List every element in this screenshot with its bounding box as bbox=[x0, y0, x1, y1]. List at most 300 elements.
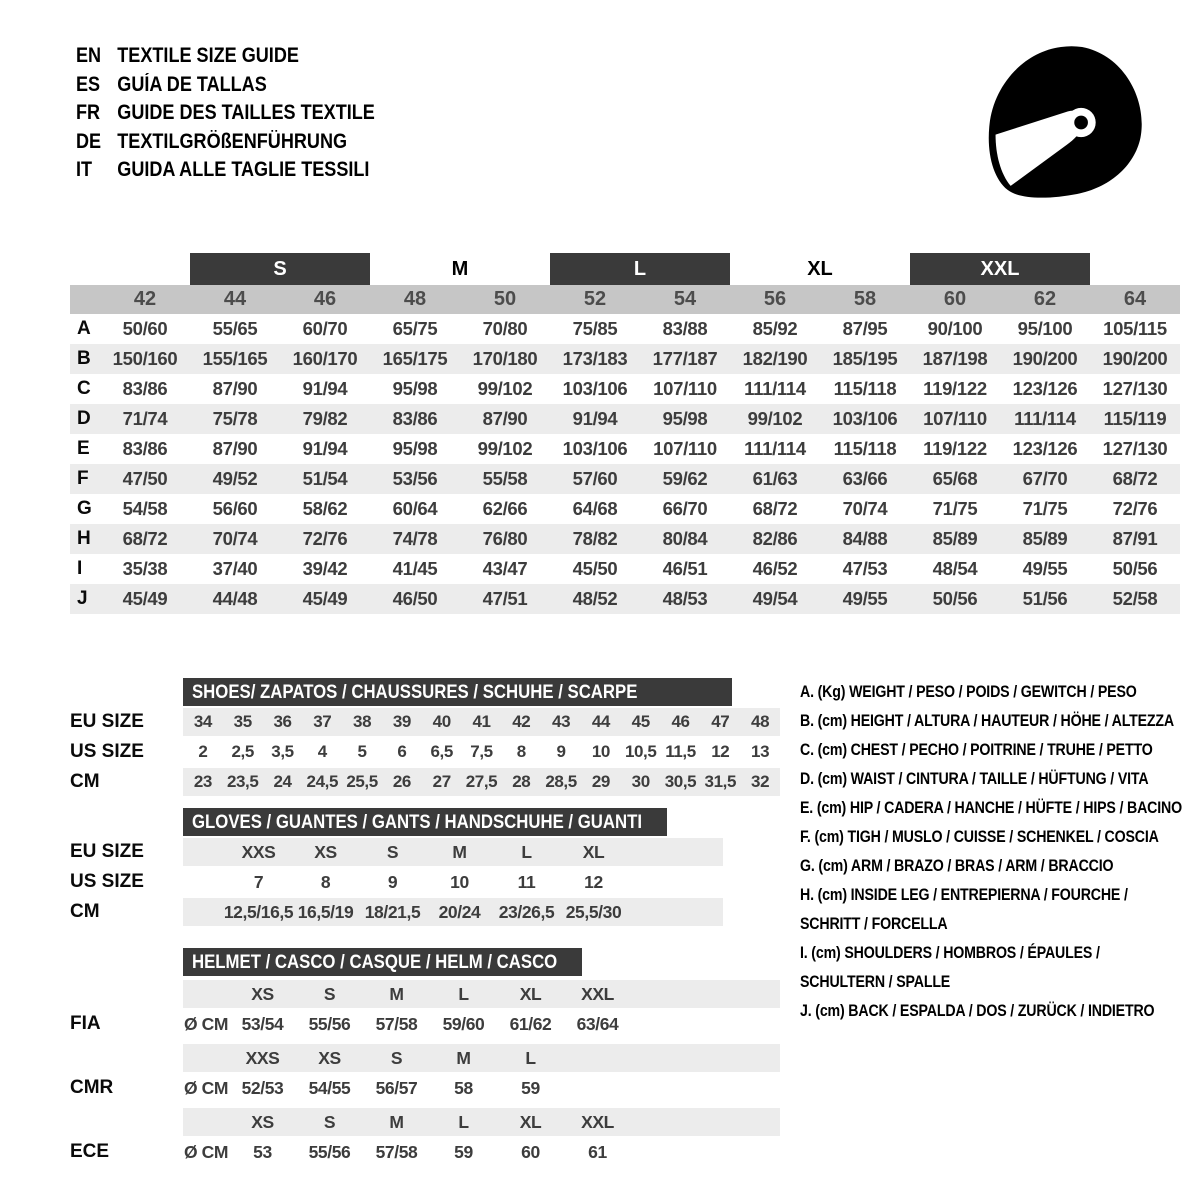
size-value: 62/66 bbox=[482, 498, 528, 519]
language-title: GUIDE DES TAILLES TEXTILE bbox=[117, 101, 375, 124]
row-label-us-size: US SIZE bbox=[70, 741, 144, 762]
legend-line: SCHULTERN / SPALLE bbox=[800, 973, 951, 991]
standard-label-cmr: CMR bbox=[70, 1077, 114, 1098]
size-value: 160/170 bbox=[292, 348, 358, 369]
size-value: 60/70 bbox=[302, 318, 348, 339]
spacer-cell bbox=[183, 1108, 229, 1136]
helmet-size: XXS bbox=[245, 1047, 280, 1068]
row-letter: G bbox=[77, 498, 92, 519]
size-value: 47/51 bbox=[482, 588, 528, 609]
spacer-cell bbox=[183, 898, 225, 926]
size-value: 83/88 bbox=[662, 318, 708, 339]
legend-item bbox=[800, 678, 1170, 707]
helmet-value: 61/62 bbox=[509, 1013, 552, 1034]
filler-cell bbox=[631, 1010, 780, 1038]
size-value: 36 bbox=[273, 712, 292, 731]
row-letter: C bbox=[77, 378, 91, 399]
language-title: GUIDA ALLE TAGLIE TESSILI bbox=[117, 158, 370, 181]
helmet-icon bbox=[980, 44, 1152, 200]
size-value: 87/95 bbox=[842, 318, 888, 339]
size-value: 68/72 bbox=[1112, 468, 1158, 489]
row-letter: H bbox=[77, 528, 91, 549]
legend-line: B. (cm) HEIGHT / ALTURA / HAUTEUR / HÖHE / ALTEZZA bbox=[800, 712, 1174, 730]
textile-row-b bbox=[70, 344, 1180, 374]
helmet-size: S bbox=[390, 1047, 403, 1068]
helmet-section-title: HELMET / CASCO / CASQUE / HELM / CASCO bbox=[192, 950, 558, 973]
size-value: 105/115 bbox=[1103, 318, 1167, 339]
size-value: 55/65 bbox=[212, 318, 258, 339]
row-label-cm: CM bbox=[70, 901, 100, 922]
size-value: 28 bbox=[512, 772, 531, 791]
legend-item bbox=[800, 736, 1170, 765]
legend-line: C. (cm) CHEST / PECHO / POITRINE / TRUHE / PETTO bbox=[800, 741, 1153, 759]
size-value: 13 bbox=[751, 742, 770, 761]
size-value: 44/48 bbox=[212, 588, 258, 609]
size-value: 103/106 bbox=[562, 378, 628, 399]
size-value: 11 bbox=[517, 871, 536, 892]
size-value: 190/200 bbox=[1012, 348, 1078, 369]
size-value: 67/70 bbox=[1022, 468, 1068, 489]
row-letter: B bbox=[77, 348, 91, 369]
size-value: 39 bbox=[392, 712, 411, 731]
filler-cell bbox=[631, 1138, 780, 1166]
row-letter: E bbox=[77, 438, 90, 459]
size-value: 53/56 bbox=[392, 468, 438, 489]
language-title-list bbox=[76, 42, 423, 185]
size-value: 5 bbox=[357, 742, 367, 761]
size-value: 115/118 bbox=[833, 438, 897, 459]
helmet-size: S bbox=[323, 1111, 336, 1132]
size-value: 71/75 bbox=[1022, 498, 1068, 519]
numeric-size: 42 bbox=[133, 288, 157, 310]
size-value: 48 bbox=[751, 712, 770, 731]
row-letter: F bbox=[77, 468, 89, 489]
size-value: 43/47 bbox=[482, 558, 528, 579]
size-row bbox=[183, 768, 780, 796]
size-value: 46/52 bbox=[752, 558, 798, 579]
size-value: 60/64 bbox=[392, 498, 438, 519]
size-value: 41 bbox=[472, 712, 491, 731]
size-value: 34 bbox=[193, 712, 212, 731]
size-value: 72/76 bbox=[1112, 498, 1158, 519]
legend-line: H. (cm) INSIDE LEG / ENTREPIERNA / FOURCHE / bbox=[800, 886, 1128, 904]
numeric-size: 46 bbox=[313, 288, 337, 310]
size-value: 83/86 bbox=[122, 438, 168, 459]
filler-cell bbox=[627, 868, 723, 896]
size-value: 82/86 bbox=[752, 528, 798, 549]
helmet-size-header-row-ece bbox=[183, 1108, 780, 1136]
size-value: 11,5 bbox=[665, 742, 696, 761]
language-title: TEXTILE SIZE GUIDE bbox=[117, 44, 299, 67]
size-value: 66/70 bbox=[662, 498, 708, 519]
helmet-size: XS bbox=[318, 1047, 341, 1068]
language-code: IT bbox=[76, 158, 93, 181]
standard-label-fia: FIA bbox=[70, 1013, 101, 1034]
legend-item bbox=[800, 765, 1170, 794]
size-value: 95/98 bbox=[662, 408, 708, 429]
numeric-size: 60 bbox=[943, 288, 967, 310]
size-value: 170/180 bbox=[472, 348, 538, 369]
legend-item bbox=[800, 997, 1170, 1026]
size-band-xl: XL bbox=[807, 257, 833, 280]
size-value: 49/54 bbox=[752, 588, 798, 609]
size-value: 3,5 bbox=[271, 742, 294, 761]
helmet-size: M bbox=[456, 1047, 471, 1068]
size-value: 95/100 bbox=[1017, 318, 1073, 339]
size-value: 49/55 bbox=[1022, 558, 1068, 579]
size-value: 71/75 bbox=[932, 498, 978, 519]
size-value: 123/126 bbox=[1012, 378, 1078, 399]
helmet-value: 53/54 bbox=[241, 1013, 284, 1034]
language-row bbox=[76, 71, 375, 100]
size-value: 99/102 bbox=[477, 378, 533, 399]
helmet-value: 57/58 bbox=[375, 1013, 418, 1034]
helmet-value: 56/57 bbox=[375, 1077, 418, 1098]
row-label-us-size: US SIZE bbox=[70, 871, 144, 892]
size-value: 7,5 bbox=[470, 742, 493, 761]
size-band-row bbox=[70, 253, 1180, 285]
size-value: 10,5 bbox=[624, 742, 657, 761]
size-value: 83/86 bbox=[392, 408, 438, 429]
size-band-l: L bbox=[550, 253, 730, 285]
numeric-size: 62 bbox=[1033, 288, 1057, 310]
size-row bbox=[183, 838, 723, 866]
size-value: 70/80 bbox=[482, 318, 528, 339]
size-value: 85/92 bbox=[752, 318, 798, 339]
legend-line: F. (cm) TIGH / MUSLO / CUISSE / SCHENKEL / COSCIA bbox=[800, 828, 1159, 846]
spacer-cell bbox=[183, 868, 225, 896]
size-value: 29 bbox=[591, 772, 610, 791]
size-value: 4 bbox=[317, 742, 327, 761]
size-value: 12,5/16,5 bbox=[223, 901, 294, 922]
size-value: 87/90 bbox=[482, 408, 528, 429]
spacer-cell bbox=[183, 1044, 229, 1072]
row-letter: I bbox=[77, 558, 83, 579]
spacer-cell bbox=[183, 980, 229, 1008]
numeric-size: 52 bbox=[583, 288, 607, 310]
size-value: 46/51 bbox=[662, 558, 708, 579]
helmet-value: 55/56 bbox=[308, 1013, 351, 1034]
helmet-value: 54/55 bbox=[308, 1077, 351, 1098]
size-value: 51/54 bbox=[302, 468, 348, 489]
size-value: 119/122 bbox=[923, 438, 987, 459]
helmet-value: 52/53 bbox=[241, 1077, 284, 1098]
size-row bbox=[183, 738, 780, 766]
helmet-value: 53 bbox=[253, 1141, 272, 1162]
language-code: ES bbox=[76, 72, 101, 96]
helmet-size: XXL bbox=[581, 983, 614, 1004]
size-value: 95/98 bbox=[392, 378, 438, 399]
size-value: 48/54 bbox=[932, 558, 978, 579]
size-value: 27 bbox=[432, 772, 451, 791]
size-value: 150/160 bbox=[112, 348, 178, 369]
helmet-value: 59 bbox=[454, 1141, 473, 1162]
size-value: 6 bbox=[397, 742, 407, 761]
shoes-section-header bbox=[183, 678, 732, 706]
size-value: 2,5 bbox=[231, 742, 254, 761]
size-value: 127/130 bbox=[1102, 378, 1168, 399]
size-value: L bbox=[521, 841, 532, 862]
textile-row-f bbox=[70, 464, 1180, 494]
size-value: 75/78 bbox=[212, 408, 258, 429]
legend-item bbox=[800, 881, 1170, 939]
size-value: 49/52 bbox=[212, 468, 258, 489]
size-value: 27,5 bbox=[465, 772, 498, 791]
language-row bbox=[76, 42, 375, 71]
language-row bbox=[76, 156, 375, 185]
size-value: 45 bbox=[631, 712, 650, 731]
size-value: 24 bbox=[273, 772, 292, 791]
size-row bbox=[183, 708, 780, 736]
legend-item bbox=[800, 794, 1182, 823]
numeric-size: 48 bbox=[403, 288, 427, 310]
gloves-section-header bbox=[183, 808, 667, 836]
size-value: 80/84 bbox=[662, 528, 708, 549]
size-value: 70/74 bbox=[842, 498, 888, 519]
size-value: 91/94 bbox=[572, 408, 618, 429]
size-value: 87/90 bbox=[212, 438, 258, 459]
legend-line: E. (cm) HIP / CADERA / HANCHE / HÜFTE / HIPS / BACINO bbox=[800, 799, 1182, 817]
size-value: 45/50 bbox=[572, 558, 618, 579]
size-value: 187/198 bbox=[922, 348, 988, 369]
size-value: 47/50 bbox=[122, 468, 168, 489]
size-value: 95/98 bbox=[392, 438, 438, 459]
textile-size-table bbox=[70, 253, 1180, 614]
numeric-size: 56 bbox=[763, 288, 787, 310]
helmet-value: 57/58 bbox=[375, 1141, 418, 1162]
language-row bbox=[76, 128, 375, 157]
size-value: XS bbox=[314, 841, 337, 862]
legend-line: SCHRITT / FORCELLA bbox=[800, 915, 948, 933]
size-value: XXS bbox=[241, 841, 276, 862]
filler-cell bbox=[631, 980, 780, 1008]
size-value: 78/82 bbox=[572, 528, 618, 549]
size-value: 70/74 bbox=[212, 528, 258, 549]
size-value: 10 bbox=[591, 742, 610, 761]
size-value: 20/24 bbox=[438, 901, 481, 922]
row-label-eu-size: EU SIZE bbox=[70, 841, 144, 862]
size-value: 10 bbox=[450, 871, 469, 892]
size-band-m: M bbox=[451, 257, 469, 280]
size-value: 173/183 bbox=[562, 348, 628, 369]
size-value: 85/89 bbox=[932, 528, 978, 549]
textile-row-h bbox=[70, 524, 1180, 554]
size-value: M bbox=[452, 841, 467, 862]
size-value: 24,5 bbox=[306, 772, 339, 791]
helmet-section-header bbox=[183, 948, 582, 976]
numeric-size: 58 bbox=[853, 288, 877, 310]
size-value: 48/53 bbox=[662, 588, 708, 609]
size-value: 25,5/30 bbox=[565, 901, 622, 922]
size-value: 127/130 bbox=[1102, 438, 1168, 459]
size-value: 76/80 bbox=[482, 528, 528, 549]
size-value: 57/60 bbox=[572, 468, 618, 489]
helmet-value bbox=[564, 1074, 631, 1102]
legend-item bbox=[800, 707, 1174, 736]
size-value: 91/94 bbox=[302, 438, 348, 459]
size-value: 42 bbox=[512, 712, 531, 731]
size-value: 71/74 bbox=[122, 408, 168, 429]
size-value: 123/126 bbox=[1012, 438, 1078, 459]
numeric-size: 54 bbox=[673, 288, 697, 310]
size-value: 55/58 bbox=[482, 468, 528, 489]
helmet-value: 55/56 bbox=[308, 1141, 351, 1162]
filler-cell bbox=[627, 898, 723, 926]
textile-row-a bbox=[70, 314, 1180, 344]
language-title: TEXTILGRÖßENFÜHRUNG bbox=[117, 129, 348, 153]
row-letter: D bbox=[77, 408, 91, 429]
row-label-cm: CM bbox=[70, 771, 100, 792]
size-value: 87/91 bbox=[1112, 528, 1158, 549]
language-row bbox=[76, 99, 375, 128]
size-value: 91/94 bbox=[302, 378, 348, 399]
row-letter: J bbox=[77, 588, 88, 609]
size-row bbox=[183, 868, 723, 896]
numeric-size: 44 bbox=[223, 288, 247, 310]
size-value: 18/21,5 bbox=[364, 901, 421, 922]
size-value: 45/49 bbox=[302, 588, 348, 609]
size-value: 12 bbox=[711, 742, 730, 761]
size-value: 63/66 bbox=[842, 468, 888, 489]
size-value: 119/122 bbox=[923, 378, 987, 399]
filler-cell bbox=[631, 1108, 780, 1136]
helmet-value: 59 bbox=[521, 1077, 540, 1098]
size-value: 64/68 bbox=[572, 498, 618, 519]
helmet-value-row-fia bbox=[183, 1010, 780, 1038]
textile-row-g bbox=[70, 494, 1180, 524]
size-value: 185/195 bbox=[832, 348, 898, 369]
size-value: 103/106 bbox=[562, 438, 628, 459]
size-value: 85/89 bbox=[1022, 528, 1068, 549]
helmet-value: 63/64 bbox=[576, 1013, 619, 1034]
size-value: 46 bbox=[671, 712, 690, 731]
size-value: 23/26,5 bbox=[498, 901, 555, 922]
size-value: 7 bbox=[253, 871, 264, 892]
size-value: 155/165 bbox=[202, 348, 268, 369]
spacer-cell bbox=[183, 838, 225, 866]
helmet-size: XL bbox=[519, 983, 542, 1004]
helmet-value: 60 bbox=[521, 1141, 540, 1162]
size-value: 23 bbox=[193, 772, 212, 791]
size-value: 52/58 bbox=[1112, 588, 1158, 609]
textile-row-d bbox=[70, 404, 1180, 434]
size-value: 115/119 bbox=[1103, 408, 1167, 429]
size-value: 2 bbox=[198, 742, 208, 761]
size-value: 182/190 bbox=[742, 348, 808, 369]
language-code: DE bbox=[76, 129, 102, 153]
row-label-eu-size: EU SIZE bbox=[70, 711, 144, 732]
size-value: 177/187 bbox=[652, 348, 718, 369]
size-value: 47/53 bbox=[842, 558, 888, 579]
textile-rows bbox=[70, 314, 1180, 614]
size-value: 30,5 bbox=[664, 772, 697, 791]
size-value: 45/49 bbox=[122, 588, 168, 609]
size-value: 165/175 bbox=[382, 348, 448, 369]
size-value: 35 bbox=[233, 712, 252, 731]
legend-line: D. (cm) WAIST / CINTURA / TAILLE / HÜFTUNG / VITA bbox=[800, 770, 1149, 788]
numeric-size: 64 bbox=[1123, 288, 1147, 310]
size-value: 6,5 bbox=[430, 742, 453, 761]
size-value: 68/72 bbox=[752, 498, 798, 519]
helmet-size: L bbox=[458, 983, 469, 1004]
size-row bbox=[183, 898, 723, 926]
legend-item bbox=[800, 823, 1170, 852]
helmet-value: 61 bbox=[588, 1141, 607, 1162]
size-value: XL bbox=[582, 841, 605, 862]
size-value: 72/76 bbox=[302, 528, 348, 549]
size-value: 111/114 bbox=[744, 438, 806, 459]
size-value: 103/106 bbox=[832, 408, 898, 429]
size-value: 50/60 bbox=[122, 318, 168, 339]
size-value: 68/72 bbox=[122, 528, 168, 549]
legend-line: J. (cm) BACK / ESPALDA / DOS / ZURÜCK / INDIETRO bbox=[800, 1002, 1155, 1020]
size-value: 26 bbox=[392, 772, 411, 791]
size-value: 23,5 bbox=[226, 772, 259, 791]
size-value: 111/114 bbox=[744, 378, 806, 399]
helmet-size-header-row-fia bbox=[183, 980, 780, 1008]
helmet-size-header-row-cmr bbox=[183, 1044, 780, 1072]
size-value: 38 bbox=[353, 712, 372, 731]
size-value: 47 bbox=[711, 712, 730, 731]
helmet-value-row-cmr bbox=[183, 1074, 780, 1102]
size-value: 75/85 bbox=[572, 318, 618, 339]
size-value: 8 bbox=[320, 871, 331, 892]
size-value: 111/114 bbox=[1014, 408, 1076, 429]
size-value: 8 bbox=[516, 742, 526, 761]
size-value: 59/62 bbox=[662, 468, 708, 489]
helmet-size: M bbox=[389, 1111, 404, 1132]
size-band-s: S bbox=[190, 253, 370, 285]
size-value: 35/38 bbox=[122, 558, 168, 579]
helmet-size: XXL bbox=[581, 1111, 614, 1132]
diameter-unit-label: Ø CM bbox=[184, 1141, 229, 1162]
gloves-section-title: GLOVES / GUANTES / GANTS / HANDSCHUHE / GUANTI bbox=[192, 810, 643, 833]
size-value: 43 bbox=[552, 712, 571, 731]
size-value: 65/75 bbox=[392, 318, 438, 339]
helmet-size: L bbox=[458, 1111, 469, 1132]
size-value: 32 bbox=[751, 772, 770, 791]
size-value: 61/63 bbox=[752, 468, 798, 489]
legend-line: I. (cm) SHOULDERS / HOMBROS / ÉPAULES / bbox=[800, 944, 1100, 962]
size-value: 31,5 bbox=[704, 772, 737, 791]
size-value: 190/200 bbox=[1102, 348, 1168, 369]
size-value: 49/55 bbox=[842, 588, 888, 609]
size-value: 41/45 bbox=[392, 558, 438, 579]
size-value: 107/110 bbox=[653, 438, 717, 459]
size-value: 107/110 bbox=[923, 408, 987, 429]
corner-cell bbox=[70, 285, 100, 314]
size-value: 74/78 bbox=[392, 528, 438, 549]
textile-row-c bbox=[70, 374, 1180, 404]
size-value: 54/58 bbox=[122, 498, 168, 519]
size-value: 65/68 bbox=[932, 468, 978, 489]
helmet-value: 59/60 bbox=[442, 1013, 485, 1034]
size-value: 46/50 bbox=[392, 588, 438, 609]
helmet-size: L bbox=[525, 1047, 536, 1068]
size-value: 56/60 bbox=[212, 498, 258, 519]
size-value: 87/90 bbox=[212, 378, 258, 399]
size-value: 30 bbox=[631, 772, 650, 791]
size-value: 79/82 bbox=[302, 408, 348, 429]
helmet-size: S bbox=[323, 983, 336, 1004]
size-value: 83/86 bbox=[122, 378, 168, 399]
textile-row-e bbox=[70, 434, 1180, 464]
size-value: 115/118 bbox=[833, 378, 897, 399]
size-value: 99/102 bbox=[477, 438, 533, 459]
helmet-size: XS bbox=[251, 1111, 274, 1132]
filler-cell bbox=[631, 1074, 780, 1102]
size-value: 25,5 bbox=[346, 772, 378, 791]
